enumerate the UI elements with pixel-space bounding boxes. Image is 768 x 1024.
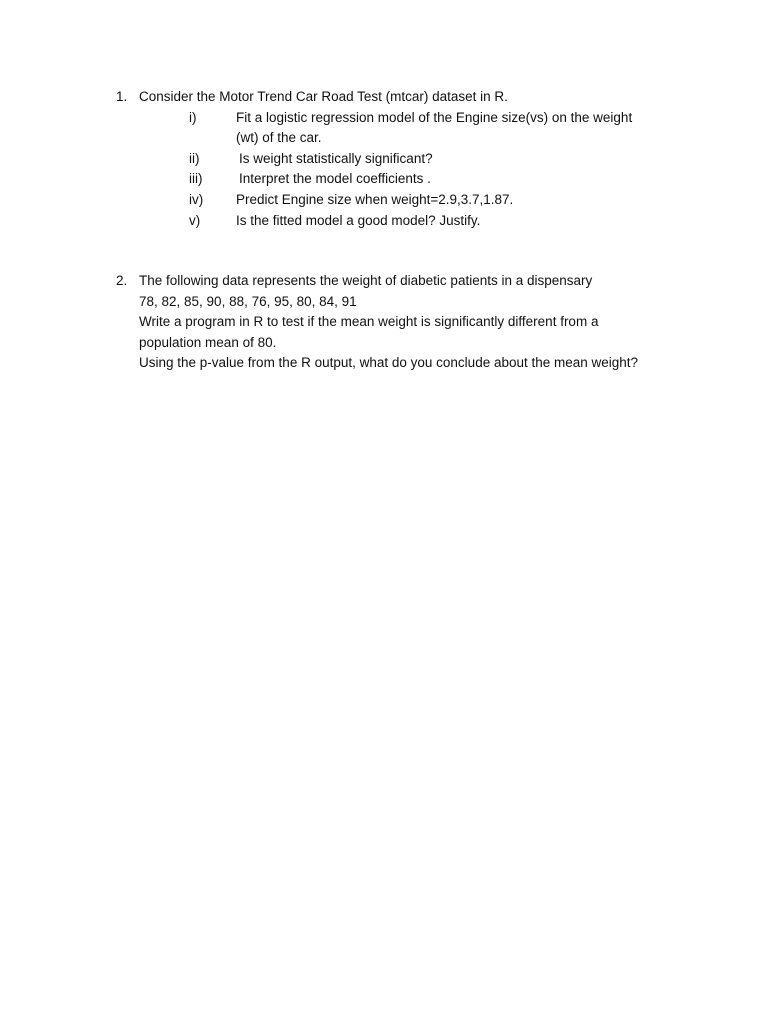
question-2-line — [0, 271, 768, 292]
subpart-iii — [0, 169, 768, 190]
subpart-label: i) — [189, 109, 197, 125]
question-text: 78, 82, 85, 90, 88, 76, 95, 80, 84, 91 — [139, 293, 357, 309]
subpart-text: Is the fitted model a good model? Justify. — [236, 212, 481, 228]
question-1 — [0, 87, 768, 231]
question-2-line — [0, 333, 768, 354]
question-1-stem — [0, 87, 768, 108]
subpart-iv — [0, 190, 768, 211]
subpart-v — [0, 211, 768, 232]
subpart-i-continuation — [0, 128, 768, 149]
question-text: Write a program in R to test if the mean weight is significantly different from a — [139, 314, 599, 330]
question-2 — [0, 271, 768, 374]
question-text: The following data represents the weight of diabetic patients in a dispensary — [139, 273, 593, 288]
question-text: Using the p-value from the R output, what do you conclude about the mean weight? — [139, 355, 639, 371]
subpart-text: Predict Engine size when weight=2.9,3.7,1.87. — [236, 191, 514, 207]
subpart-text: Fit a logistic regression model of the Engine size(vs) on the weight — [236, 109, 633, 125]
subpart-label: iii) — [189, 171, 203, 187]
subpart-text: Is weight statistically significant? — [239, 150, 433, 166]
subpart-label: v) — [189, 212, 201, 228]
subpart-text: (wt) of the car. — [236, 130, 322, 146]
question-2-data-values — [0, 292, 768, 313]
subpart-i — [0, 108, 768, 129]
subpart-ii — [0, 149, 768, 170]
question-text: population mean of 80. — [139, 334, 277, 350]
subpart-label: iv) — [189, 191, 204, 207]
question-number: 2. — [116, 273, 128, 288]
subpart-label: ii) — [189, 150, 200, 166]
subpart-text: Interpret the model coefficients . — [239, 171, 431, 187]
question-2-line — [0, 312, 768, 333]
question-number: 1. — [116, 89, 128, 104]
question-text: Consider the Motor Trend Car Road Test (mtcar) dataset in R. — [139, 89, 508, 104]
question-2-line — [0, 353, 768, 374]
